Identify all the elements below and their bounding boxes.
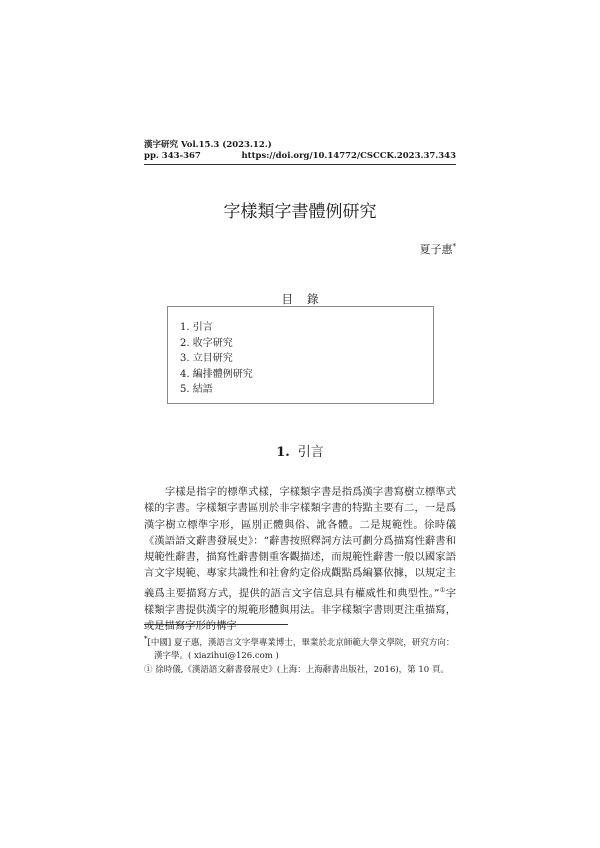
author-name: 夏子惠: [419, 243, 453, 256]
doi-link[interactable]: https://doi.org/10.14772/CSCCK.2023.37.343: [241, 151, 456, 161]
paper-title: 字樣類字書體例研究: [223, 202, 377, 222]
toc-item[interactable]: 3. 立目研究: [180, 353, 233, 365]
toc-item[interactable]: 2. 收字研究: [180, 337, 233, 349]
toc-item[interactable]: 5. 結語: [180, 384, 213, 396]
footnote-author: *[中國] 夏子惠，漢語言文字學專業博士，畢業於北京師範大學文學院，研究方向：: [144, 634, 455, 648]
section-number: 1.: [276, 445, 290, 460]
toc-item[interactable]: 4. 編排體例研究: [180, 368, 253, 380]
toc-title: 目錄: [0, 291, 600, 307]
page-range: pp. 343-367: [144, 151, 201, 161]
footnotes: [144, 632, 456, 677]
header-row: [144, 151, 456, 162]
toc-list: [180, 320, 253, 398]
body-text: [144, 484, 456, 634]
section-heading: [0, 441, 600, 460]
footnote-author-cont: 漢字學。( xiazihui@126.com ): [154, 651, 279, 662]
author: [420, 241, 457, 257]
journal-info: 漢字研究 Vol.15.3 (2023.12.): [144, 140, 272, 150]
author-footnote-mark[interactable]: *: [452, 242, 456, 251]
toc-item[interactable]: 1. 引言: [180, 322, 213, 333]
footnote-1: ① 徐時儀,《漢語語文辭書發展史》(上海：上海辭書出版社，2016)，第 10 頁。: [144, 664, 449, 675]
footnote-ref[interactable]: ①: [439, 585, 446, 594]
footnote-rule: [144, 624, 288, 625]
section-title: 引言: [297, 445, 324, 460]
paragraph: 字樣是指字的標準式樣，字樣類字書是指爲漢字書寫樹立標準式樣的字書。字樣類字書區別於非字樣類字書的特點主要有二，一是爲漢字樹立標準字形，區別正體與俗、訛各體。二是規範性。徐時儀《漢語語文辭書發展史》：“辭書按照釋詞方法可劃分爲描寫性辭書和規範性辭書，描寫性辭書側重客觀描述，而規範性辭書一般以國家語言文字規範、專家共識性和社會約定俗成觀點爲編纂依據，以規定主義爲主要描寫方式，提供的語言文字信息具有權威性和典型性。”①字樣類字書提供漢字的規範形體與用法。非字樣類字書則更注重描寫，或是描寫字形的構字: [144, 486, 456, 632]
header-rule: [144, 164, 456, 165]
journal-header: [144, 140, 456, 162]
